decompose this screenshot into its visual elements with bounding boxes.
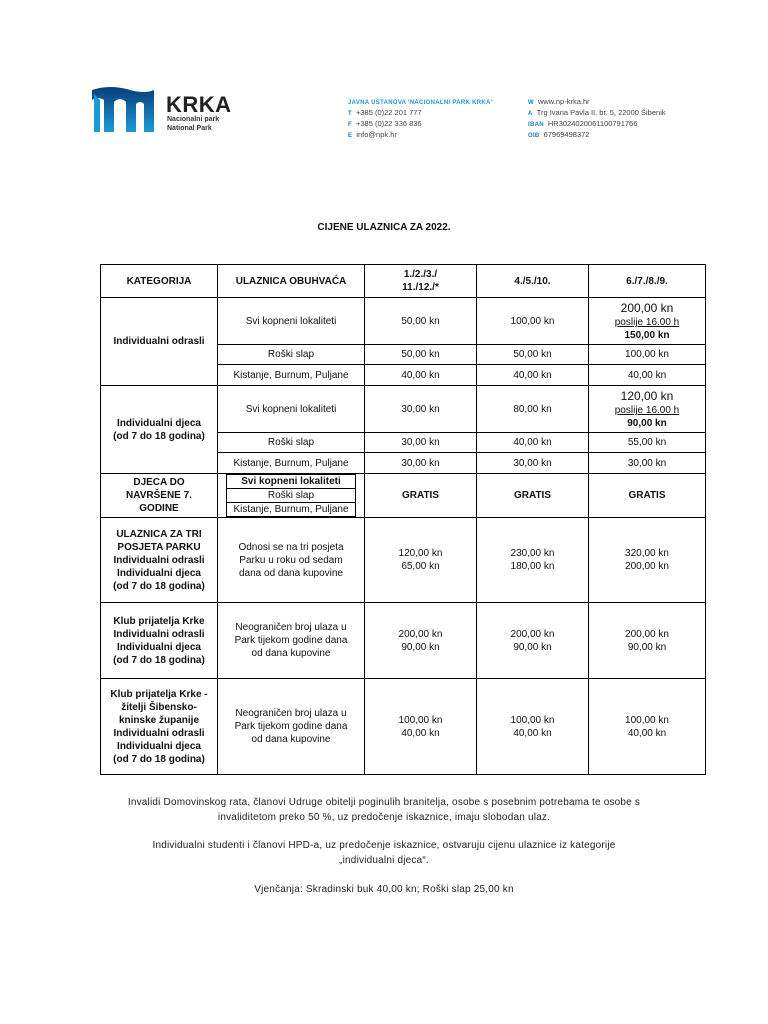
header-category: KATEGORIJA xyxy=(101,265,218,298)
price-cell: 40,00 kn xyxy=(365,365,477,386)
scope-cell: Kistanje, Burnum, Puljane xyxy=(218,453,365,474)
iban-value: HR3024020061100791766 xyxy=(547,119,638,128)
header-season-1: 1./2./3./ 11./12./* xyxy=(365,265,477,298)
price-cell: 40,00 kn xyxy=(477,433,589,453)
category-young-children: DJECA DO NAVRŠENE 7. GODINE xyxy=(101,474,218,518)
header-scope: ULAZNICA OBUHVAĆA xyxy=(218,265,365,298)
institution-name: JAVNA USTANOVA 'NACIONALNI PARK KRKA' xyxy=(348,100,493,106)
scope-cell: Roški slap xyxy=(218,345,365,365)
price-cell: 30,00 kn xyxy=(589,453,706,474)
price-cell: 50,00 kn xyxy=(365,298,477,345)
header-season-2: 4./5./10. xyxy=(477,265,589,298)
email-key: E xyxy=(348,133,353,139)
table-row xyxy=(101,298,706,345)
fax-value: +385 (0)22 336 836 xyxy=(355,119,422,128)
note-students: Individualni studenti i članovi HPD-a, uz predočenje iskaznice, ostvaruju cijenu ulaznice iz kategorije „individualni djeca“. xyxy=(152,840,616,866)
phone-key: T xyxy=(348,111,352,117)
price-cell: 80,00 kn xyxy=(477,386,589,433)
phone-value: +385 (0)22 201 777 xyxy=(355,108,422,117)
contact-left xyxy=(348,97,496,141)
price-cell: 30,00 kn xyxy=(365,433,477,453)
price-cell: 100,00 kn 40,00 kn xyxy=(365,679,477,775)
scope-cell: Neograničen broj ulaza u Park tijekom godine dana od dana kupovine xyxy=(218,679,365,775)
price-cell: 30,00 kn xyxy=(365,453,477,474)
price-cell: 320,00 kn 200,00 kn xyxy=(589,518,706,603)
price-cell: 230,00 kn 180,00 kn xyxy=(477,518,589,603)
table-row xyxy=(101,386,706,433)
price-cell: 100,00 kn xyxy=(477,298,589,345)
table-row xyxy=(101,603,706,679)
price-cell: 100,00 kn 40,00 kn xyxy=(477,679,589,775)
contact-right xyxy=(528,97,666,141)
category-individual-children: Individualni djeca (od 7 do 18 godina) xyxy=(101,386,218,474)
scope-cell: Kistanje, Burnum, Puljane xyxy=(218,365,365,386)
price-cell: 30,00 kn xyxy=(477,453,589,474)
price-cell: 55,00 kn xyxy=(589,433,706,453)
price-cell: 50,00 kn xyxy=(477,345,589,365)
price-table xyxy=(100,264,706,775)
web-value: www.np-krka.hr xyxy=(537,97,590,106)
table-row xyxy=(101,474,706,518)
category-three-visits: ULAZNICA ZA TRI POSJETA PARKU Individualni odrasli Individualni djeca (od 7 do 18 godina) xyxy=(101,518,218,603)
price-cell: 200,00 kn 90,00 kn xyxy=(477,603,589,679)
scope-cell: Odnosi se na tri posjeta Parku u roku od sedam dana od dana kupovine xyxy=(218,518,365,603)
address-value: Trg Ivana Pavla II. br. 5, 22000 Šibenik xyxy=(536,108,666,117)
price-cell: GRATIS xyxy=(365,474,477,518)
price-cell: 200,00 kn 90,00 kn xyxy=(365,603,477,679)
logo-name: KRKA xyxy=(166,92,232,117)
price-cell: GRATIS xyxy=(589,474,706,518)
price-cell: GRATIS xyxy=(477,474,589,518)
price-cell: 100,00 kn xyxy=(589,345,706,365)
category-club: Klub prijatelja Krke Individualni odrasli Individualni djeca (od 7 do 18 godina) xyxy=(101,603,218,679)
price-cell: 40,00 kn xyxy=(477,365,589,386)
table-row xyxy=(101,518,706,603)
park-logo xyxy=(90,86,270,138)
category-club-local: Klub prijatelja Krke - žitelji Šibensko- kninske županije Individualni odrasli Individualni djeca (od 7 do 18 godina) xyxy=(101,679,218,775)
iban-key: IBAN xyxy=(528,122,544,128)
scope-cell: Neograničen broj ulaza u Park tijekom godine dana od dana kupovine xyxy=(218,603,365,679)
document-title: CIJENE ULAZNICA ZA 2022. xyxy=(317,222,451,233)
logo-subtitle-hr: Nacionalni park xyxy=(167,116,220,123)
note-weddings: Vjenčanja: Skradinski buk 40,00 kn; Roški slap 25,00 kn xyxy=(254,884,514,895)
web-key: W xyxy=(528,100,534,106)
table-header-row xyxy=(101,265,706,298)
header-season-3: 6./7./8./9. xyxy=(589,265,706,298)
waterfall-logo-icon xyxy=(90,86,156,136)
fax-key: F xyxy=(348,122,352,128)
scope-cell: Svi kopneni lokaliteti Roški slap Kistanje, Burnum, Puljane xyxy=(218,474,365,518)
scope-cell: Svi kopneni lokaliteti xyxy=(218,386,365,433)
oib-key: OIB xyxy=(528,133,540,139)
scope-cell: Roški slap xyxy=(218,433,365,453)
price-cell: 50,00 kn xyxy=(365,345,477,365)
price-cell: 200,00 kn poslije 16.00 h 150,00 kn xyxy=(589,298,706,345)
category-individual-adults: Individualni odrasli xyxy=(101,298,218,386)
price-cell: 30,00 kn xyxy=(365,386,477,433)
price-cell: 40,00 kn xyxy=(589,365,706,386)
scope-cell: Svi kopneni lokaliteti xyxy=(218,298,365,345)
price-cell: 200,00 kn 90,00 kn xyxy=(589,603,706,679)
price-cell: 100,00 kn 40,00 kn xyxy=(589,679,706,775)
price-cell: 120,00 kn 65,00 kn xyxy=(365,518,477,603)
logo-subtitle-en: National Park xyxy=(167,125,212,132)
table-row xyxy=(101,679,706,775)
price-cell: 120,00 kn poslije 16.00 h 90,00 kn xyxy=(589,386,706,433)
address-key: A xyxy=(528,111,533,117)
note-disabled-free-entry: Invalidi Domovinskog rata, članovi Udruge obitelji poginulih branitelja, osobe s posebnim potrebama te osobe s invaliditetom preko 50 %, uz predočenje iskaznice, imaju slobodan ulaz. xyxy=(127,797,641,823)
email-value: info@npk.hr xyxy=(356,130,397,139)
oib-value: 67969498372 xyxy=(543,130,590,139)
